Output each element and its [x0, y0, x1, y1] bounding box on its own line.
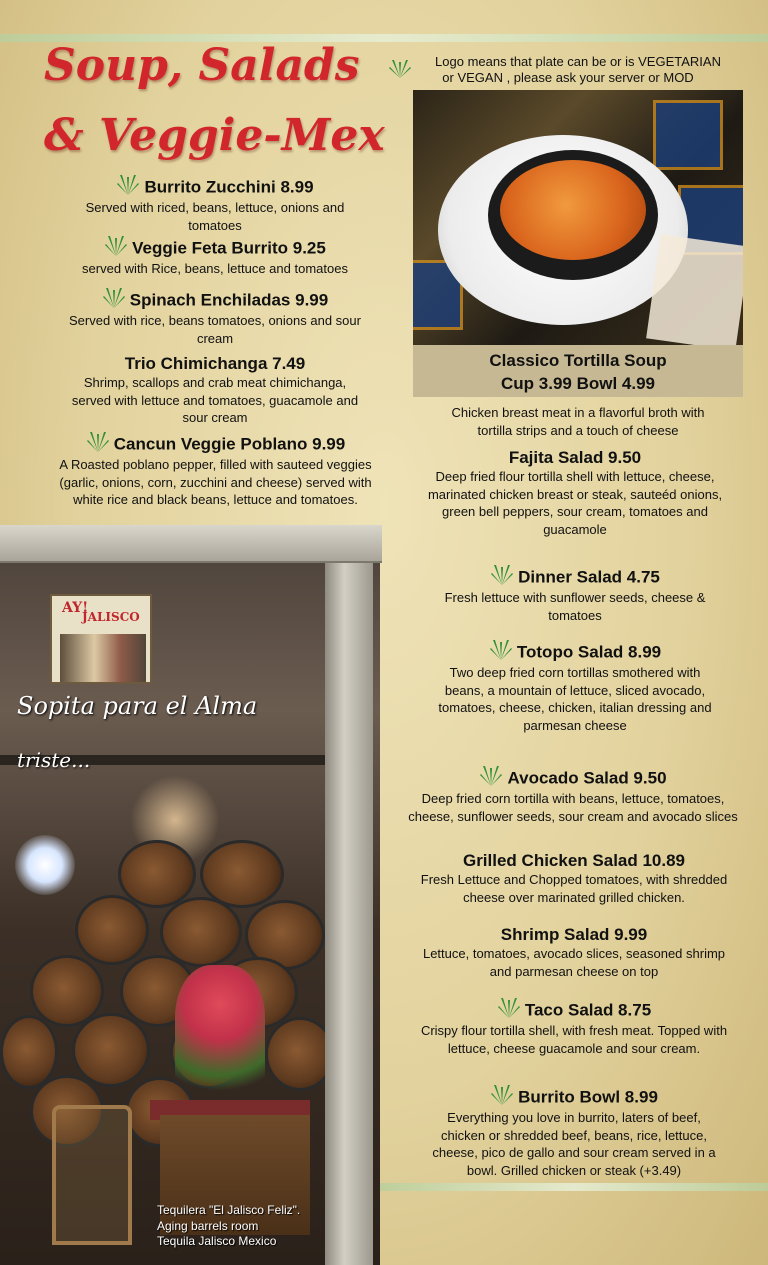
item-desc-line: Lettuce, tomatoes, avocado slices, seasoned shrimp [422, 946, 726, 961]
menu-item-avocado-salad [378, 768, 768, 825]
agave-icon [116, 173, 140, 195]
item-desc-line: beans, a mountain of lettuce, sliced avocado, [444, 682, 706, 698]
item-desc-line: parmesan cheese [523, 717, 627, 733]
item-desc-line: white rice and black beans, lettuce and tomatoes. [73, 492, 358, 507]
item-desc-line: tomatoes [188, 217, 242, 233]
item-desc-line: guacamole [543, 521, 607, 537]
script-text-line1: Sopita para el Alma [17, 692, 258, 720]
menu-item-dinner-salad [390, 567, 760, 624]
bottom-stripe [380, 1183, 768, 1191]
agave-icon [497, 996, 521, 1018]
item-name: Totopo Salad 8.99 [390, 642, 760, 664]
agave-icon [490, 563, 514, 585]
item-desc-line: Deep fried corn tortilla with beans, lettuce, tomatoes, [421, 791, 725, 806]
menu-item-cancun-veggie-poblano [38, 434, 393, 509]
agave-icon [388, 56, 412, 78]
item-desc-line: bowl. Grilled chicken or steak (+3.49) [466, 1162, 682, 1178]
item-name: Burrito Zucchini 8.99 [55, 177, 375, 199]
item-desc-line: Crispy flour tortilla shell, with fresh meat. Topped with [420, 1023, 728, 1038]
menu-item-fajita-salad [390, 448, 760, 538]
item-desc-line: Served with rice, beans tomatoes, onions and sour [69, 313, 361, 328]
caption-line: Tequilera "El Jalisco Feliz". [157, 1203, 301, 1217]
item-desc-line: lettuce, cheese guacamole and sour cream. [447, 1040, 701, 1056]
item-name: Trio Chimichanga 7.49 [124, 354, 306, 373]
item-desc-line: chicken or shredded beef, beans, rice, lettuce, [441, 1127, 707, 1143]
item-desc-line: A Roasted poblano pepper, filled with sauteed veggies [59, 457, 372, 472]
caption-line: Tequila Jalisco Mexico [157, 1234, 277, 1248]
caption-line: Aging barrels room [157, 1218, 259, 1233]
item-name: Spinach Enchiladas 9.99 [45, 290, 385, 312]
item-name: Cancun Veggie Poblano 9.99 [38, 434, 393, 456]
item-desc-line: and parmesan cheese on top [489, 963, 659, 979]
item-desc-line: marinated chicken breast or steak, sauteéd onions, [427, 486, 723, 502]
menu-item-shrimp-salad [380, 925, 768, 980]
item-desc-line: Fresh Lettuce and Chopped tomatoes, with shredded [420, 872, 728, 887]
menu-item-grilled-chicken-salad [380, 851, 768, 906]
item-desc-line: tomatoes [548, 607, 602, 623]
item-desc-line: cheese over marinated grilled chicken. [463, 889, 685, 905]
soup-name-band [413, 345, 743, 397]
item-desc-line: green bell peppers, sour cream, tomatoes and [442, 504, 708, 519]
agave-icon [104, 234, 128, 256]
item-desc-line: cheese, pico de gallo and sour cream served in a [432, 1145, 716, 1160]
item-name: Shrimp Salad 9.99 [500, 925, 648, 944]
tortilla-soup-photo [413, 90, 743, 345]
script-text-line2: triste... [17, 748, 91, 772]
menu-item-burrito-bowl [380, 1087, 768, 1179]
item-name: Dinner Salad 4.75 [390, 567, 760, 589]
item-name: Veggie Feta Burrito 9.25 [55, 238, 375, 260]
soup-description [413, 404, 743, 439]
item-desc-line: cream [196, 330, 234, 346]
item-desc-line: Two deep fried corn tortillas smothered with [449, 665, 701, 680]
item-desc-line: Shrimp, scallops and crab meat chimichanga, [83, 375, 347, 390]
item-desc-line: (garlic, onions, corn, zucchini and cheese) served with [59, 474, 372, 490]
menu-item-veggie-feta-burrito [55, 238, 375, 278]
item-desc-line: Deep fried flour tortilla shell with lettuce, cheese, [435, 469, 715, 484]
notice-line1: Logo means that plate can be or is VEGETARIAN [435, 54, 721, 69]
agave-icon [102, 286, 126, 308]
item-desc-line: Fresh lettuce with sunflower seeds, cheese & [444, 590, 706, 605]
sign-text-ay: AY! [62, 600, 89, 616]
item-name: Avocado Salad 9.50 [378, 768, 768, 790]
menu-item-trio-chimichanga [45, 354, 385, 427]
agave-icon [86, 430, 110, 452]
menu-item-totopo-salad [390, 642, 760, 734]
item-name: Burrito Bowl 8.99 [380, 1087, 768, 1109]
photo-frame-right [325, 563, 373, 1265]
item-desc-line: Served with riced, beans, lettuce, onions and [85, 200, 345, 215]
menu-item-spinach-enchiladas [45, 290, 385, 347]
agave-icon [479, 764, 503, 786]
menu-item-taco-salad [380, 1000, 768, 1057]
menu-title-line2: & Veggie-Mex [44, 110, 385, 161]
item-desc-line: sour cream [182, 410, 248, 425]
notice-line2: or VEGAN , please ask your server or MOD [442, 70, 694, 85]
vegetarian-notice [388, 54, 748, 86]
item-name: Grilled Chicken Salad 10.89 [462, 851, 686, 870]
jalisco-sign [50, 594, 152, 684]
item-name: Taco Salad 8.75 [380, 1000, 768, 1022]
menu-title-line1: Soup, Salads [44, 40, 360, 91]
item-desc-line: Everything you love in burrito, laters of beef, [447, 1110, 701, 1125]
item-desc-line: cheese, sunflower seeds, sour cream and avocado slices [408, 808, 738, 824]
soup-name: Classico Tortilla Soup [489, 351, 667, 370]
agave-icon [489, 638, 513, 660]
barrel-room-caption [157, 1203, 300, 1250]
menu-item-burrito-zucchini [55, 177, 375, 234]
agave-icon [490, 1083, 514, 1105]
soup-desc-line: tortilla strips and a touch of cheese [477, 422, 679, 438]
item-desc-line: tomatoes, cheese, chicken, italian dressing and [438, 700, 712, 715]
item-desc-line: served with lettuce and tomatoes, guacamole and [71, 392, 359, 408]
item-desc-line: served with Rice, beans, lettuce and tomatoes [82, 261, 348, 276]
soup-price: Cup 3.99 Bowl 4.99 [501, 374, 655, 393]
soup-desc-line: Chicken breast meat in a flavorful broth with [451, 405, 705, 420]
item-name: Fajita Salad 9.50 [508, 448, 642, 467]
photo-frame-top [0, 525, 382, 563]
sign-text-jalisco: JALISCO [82, 610, 140, 624]
